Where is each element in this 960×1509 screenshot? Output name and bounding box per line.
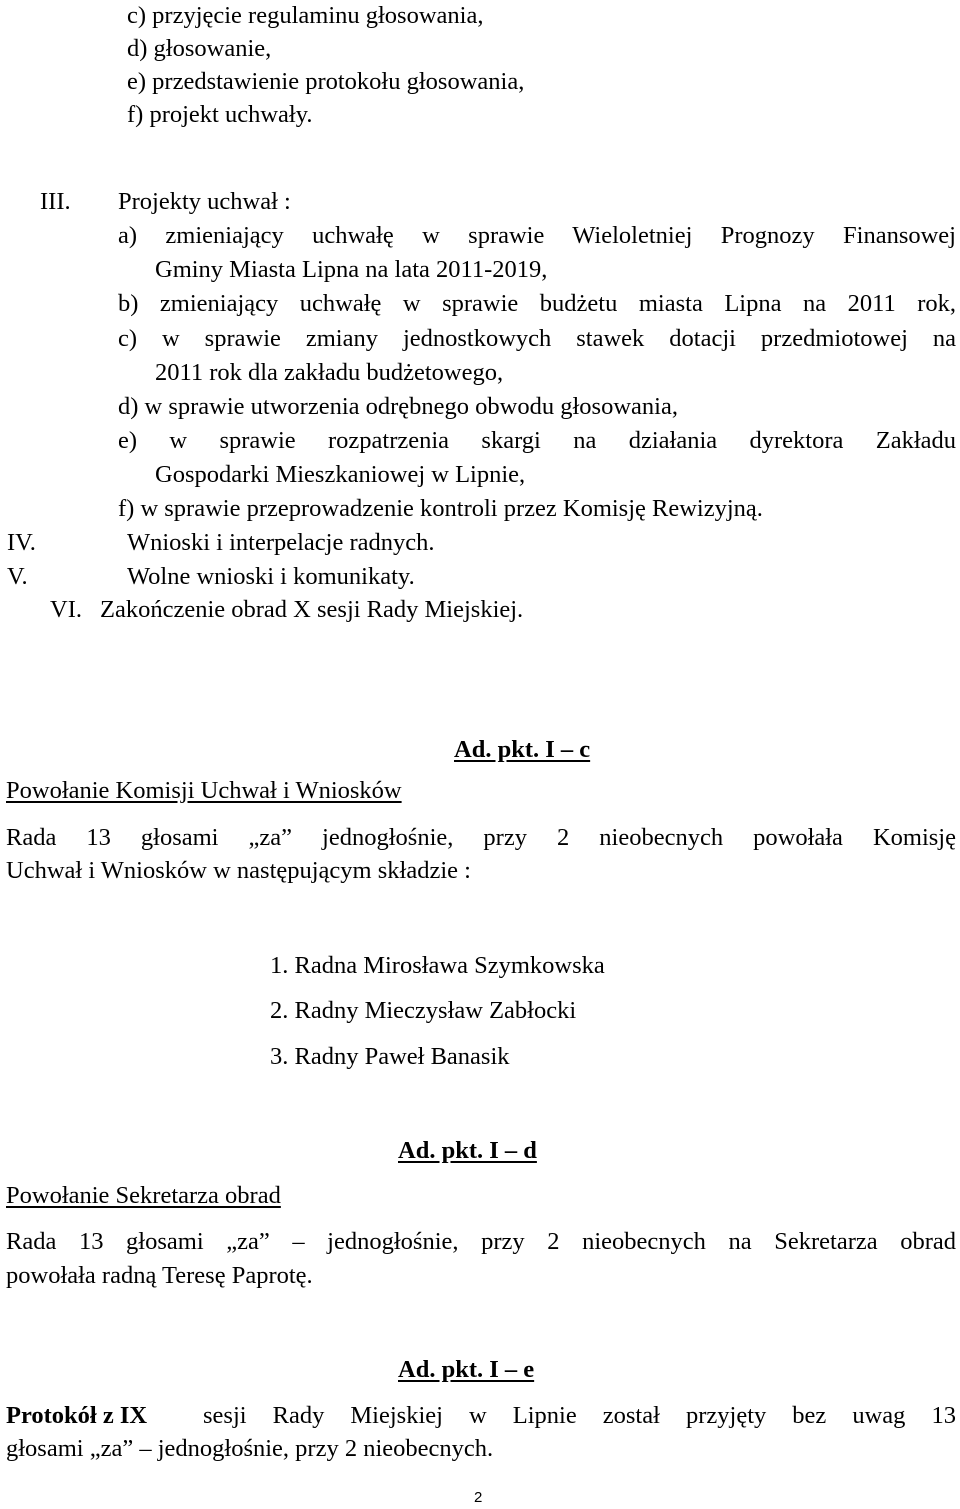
member-list-item: 3. Radny Paweł Banasik [270,1043,510,1070]
subheading-sekretarz-obrad: Powołanie Sekretarza obrad [6,1182,281,1209]
agenda-item-f: f) projekt uchwały. [127,101,313,128]
paragraph-pkt-i-c-line2: Uchwał i Wniosków w następującym składzie : [6,857,471,884]
paragraph-pkt-i-e-line1: sesji Rady Miejskiej w Lipnie został przyjęty bez uwag 13 [203,1402,956,1429]
section-v-text: Wolne wnioski i komunikaty. [127,563,415,590]
section-iii-item-e-line2: Gospodarki Mieszkaniowej w Lipnie, [155,461,526,488]
paragraph-pkt-i-d-line1: Rada 13 głosami „za” – jednogłośnie, przy 2 nieobecnych na Sekretarza obrad [6,1228,956,1255]
section-iii-item-c-line1: c) w sprawie zmiany jednostkowych stawek dotacji przedmiotowej na [118,325,956,352]
heading-pkt-i-d: Ad. pkt. I – d [398,1137,537,1164]
paragraph-pkt-i-e-bold: Protokół z IX [6,1402,148,1429]
section-iii-item-e-line1: e) w sprawie rozpatrzenia skargi na działania dyrektora Zakładu [118,427,956,454]
paragraph-pkt-i-e-line2: głosami „za” – jednogłośnie, przy 2 nieobecnych. [6,1435,494,1462]
section-iv-numeral: IV. [7,529,36,556]
section-vi-text: Zakończenie obrad X sesji Rady Miejskiej. [100,596,524,623]
member-list-item: 1. Radna Mirosława Szymkowska [270,952,605,979]
member-list-item: 2. Radny Mieczysław Zabłocki [270,997,577,1024]
section-iii-item-a-line2: Gminy Miasta Lipna na lata 2011-2019, [155,256,548,283]
paragraph-pkt-i-d-line2: powołała radną Teresę Paprotę. [6,1262,313,1289]
section-iv-text: Wnioski i interpelacje radnych. [127,529,435,556]
heading-pkt-i-c: Ad. pkt. I – c [454,736,591,763]
section-iii-item-d: d) w sprawie utworzenia odrębnego obwodu głosowania, [118,393,678,420]
section-iii-item-f: f) w sprawie przeprowadzenie kontroli przez Komisję Rewizyjną. [118,495,763,522]
section-iii-numeral: III. [40,188,71,215]
section-iii-item-b: b) zmieniający uchwałę w sprawie budżetu miasta Lipna na 2011 rok, [118,290,956,317]
page-number: 2 [474,1489,483,1506]
section-iii-item-a-line1: a) zmieniający uchwałę w sprawie Wieloletniej Prognozy Finansowej [118,222,956,249]
heading-pkt-i-e: Ad. pkt. I – e [398,1356,535,1383]
section-v-numeral: V. [7,563,28,590]
section-vi-numeral: VI. [50,596,82,623]
section-iii-item-c-line2: 2011 rok dla zakładu budżetowego, [155,359,504,386]
subheading-komisja-uchwal: Powołanie Komisji Uchwał i Wniosków [6,777,402,804]
agenda-item-c: c) przyjęcie regulaminu głosowania, [127,2,484,29]
paragraph-pkt-i-c-line1: Rada 13 głosami „za” jednogłośnie, przy 2 nieobecnych powołała Komisję [6,824,956,851]
agenda-item-e: e) przedstawienie protokołu głosowania, [127,68,525,95]
agenda-item-d: d) głosowanie, [127,35,272,62]
section-iii-title: Projekty uchwał : [118,188,291,215]
